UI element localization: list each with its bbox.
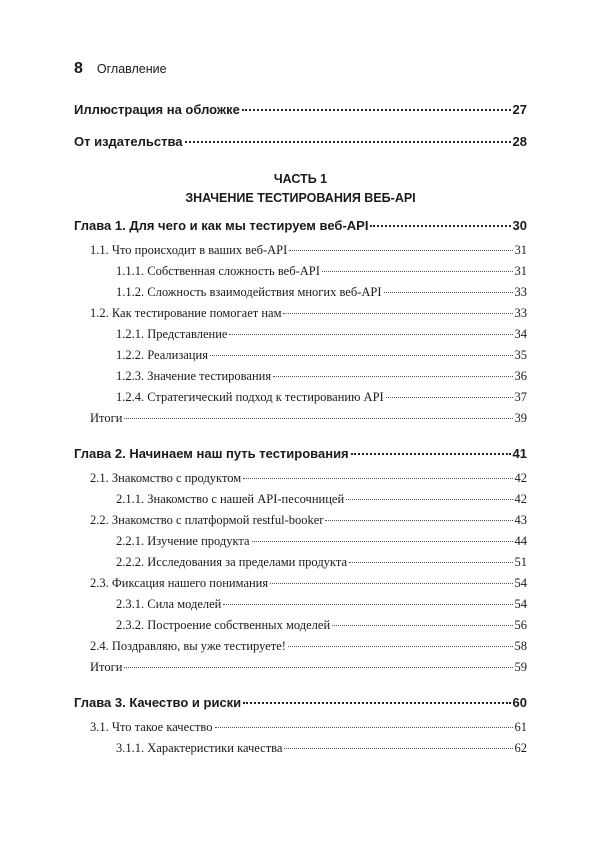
toc-section[interactable]	[90, 513, 527, 528]
toc-section[interactable]	[90, 720, 527, 735]
dot-leader	[243, 478, 512, 479]
dot-leader	[252, 541, 513, 542]
toc-entry-cover-illustration[interactable]	[74, 102, 527, 117]
dot-leader	[210, 355, 513, 356]
dot-leader	[124, 418, 512, 419]
toc-subsection[interactable]	[116, 597, 527, 612]
dot-leader	[349, 562, 512, 563]
toc-section[interactable]	[90, 243, 527, 258]
toc-chapter-2[interactable]	[74, 446, 527, 461]
toc-entry-from-publisher[interactable]	[74, 134, 527, 149]
page-number: 8	[74, 60, 83, 77]
chapter-label: Глава 2. Начинаем наш путь тестирования	[74, 446, 349, 461]
toc-subsection[interactable]	[116, 555, 527, 570]
toc-page-number: 27	[512, 102, 527, 117]
toc-subsection[interactable]	[116, 285, 527, 300]
toc-entry-label: Иллюстрация на обложке	[74, 102, 240, 117]
dot-leader	[215, 727, 513, 728]
toc-page-number: 30	[512, 218, 527, 233]
dot-leader	[273, 376, 512, 377]
toc-subsection[interactable]	[116, 348, 527, 363]
subsection-label: 2.2.2. Исследования за пределами продукта	[116, 555, 348, 569]
subsection-label: 1.2.2. Реализация	[116, 348, 208, 362]
toc-subsection[interactable]	[116, 534, 527, 549]
toc-page-number: 37	[514, 390, 527, 404]
toc-page-number: 42	[514, 492, 527, 506]
toc-page-number: 34	[514, 327, 527, 341]
running-title: Оглавление	[96, 62, 167, 76]
section-label: 3.1. Что такое качество	[90, 720, 213, 734]
subsection-label: 1.2.1. Представление	[116, 327, 228, 341]
subsection-label: 2.3.2. Построение собственных моделей	[116, 618, 331, 632]
toc-page-number: 44	[514, 534, 527, 548]
chapter-label: Глава 1. Для чего и как мы тестируем веб-API	[74, 218, 369, 233]
part-title: ЗНАЧЕНИЕ ТЕСТИРОВАНИЯ ВЕБ-API	[185, 191, 416, 205]
dot-leader	[229, 334, 512, 335]
toc-entry-label: От издательства	[74, 134, 183, 149]
toc-subsection[interactable]	[116, 618, 527, 633]
summary-label: Итоги	[90, 411, 123, 425]
subsection-label: 1.2.4. Стратегический подход к тестированию API	[116, 390, 384, 404]
dot-leader	[289, 250, 512, 251]
dot-leader	[283, 313, 512, 314]
section-label: 2.1. Знакомство с продуктом	[90, 471, 242, 485]
toc-chapter-3[interactable]	[74, 695, 527, 710]
summary-label: Итоги	[90, 660, 123, 674]
dot-leader	[185, 141, 511, 143]
toc-page-number: 51	[514, 555, 527, 569]
toc-page-number: 39	[514, 411, 527, 425]
toc-subsection[interactable]	[116, 369, 527, 384]
dot-leader	[288, 646, 513, 647]
toc-page-number: 59	[514, 660, 527, 674]
section-label: 2.3. Фиксация нашего понимания	[90, 576, 269, 590]
toc-page-number: 43	[514, 513, 527, 527]
toc-subsection[interactable]	[116, 390, 527, 405]
toc-subsection[interactable]	[116, 492, 527, 507]
dot-leader	[242, 109, 511, 111]
toc-page-number: 54	[514, 576, 527, 590]
toc-page-number: 28	[512, 134, 527, 149]
toc-summary[interactable]	[90, 660, 527, 675]
subsection-label: 3.1.1. Характеристики качества	[116, 741, 283, 755]
chapter-label: Глава 3. Качество и риски	[74, 695, 242, 710]
section-label: 1.2. Как тестирование помогает нам	[90, 306, 282, 320]
dot-leader	[384, 292, 513, 293]
dot-leader	[243, 702, 510, 704]
subsection-label: 1.1.2. Сложность взаимодействия многих веб-API	[116, 285, 382, 299]
toc-page-number: 33	[514, 285, 527, 299]
dot-leader	[270, 583, 512, 584]
toc-section[interactable]	[90, 576, 527, 591]
toc-page-number: 31	[514, 264, 527, 278]
toc-subsection[interactable]	[116, 741, 527, 756]
toc-page-number: 54	[514, 597, 527, 611]
toc-page-number: 42	[514, 471, 527, 485]
subsection-label: 1.2.3. Значение тестирования	[116, 369, 272, 383]
section-label: 1.1. Что происходит в ваших веб-API	[90, 243, 288, 257]
toc-page-number: 35	[514, 348, 527, 362]
dot-leader	[322, 271, 513, 272]
toc-page-number: 31	[514, 243, 527, 257]
dot-leader	[370, 225, 510, 227]
dot-leader	[386, 397, 513, 398]
toc-section[interactable]	[90, 471, 527, 486]
toc-page-number: 33	[514, 306, 527, 320]
toc-chapter-1[interactable]	[74, 218, 527, 233]
dot-leader	[325, 520, 512, 521]
page-header	[74, 60, 167, 78]
toc-subsection[interactable]	[116, 264, 527, 279]
subsection-label: 2.2.1. Изучение продукта	[116, 534, 250, 548]
subsection-label: 2.3.1. Сила моделей	[116, 597, 222, 611]
toc-section[interactable]	[90, 306, 527, 321]
toc-summary[interactable]	[90, 411, 527, 426]
toc-subsection[interactable]	[116, 327, 527, 342]
toc-page-number: 61	[514, 720, 527, 734]
subsection-label: 2.1.1. Знакомство с нашей API-песочницей	[116, 492, 345, 506]
toc-section[interactable]	[90, 639, 527, 654]
toc-page-number: 62	[514, 741, 527, 755]
dot-leader	[332, 625, 512, 626]
dot-leader	[223, 604, 512, 605]
section-label: 2.2. Знакомство с платформой restful-booker	[90, 513, 324, 527]
toc-page-number: 60	[512, 695, 527, 710]
subsection-label: 1.1.1. Собственная сложность веб-API	[116, 264, 320, 278]
dot-leader	[124, 667, 512, 668]
part-number: ЧАСТЬ 1	[273, 172, 328, 186]
dot-leader	[351, 453, 511, 455]
dot-leader	[284, 748, 512, 749]
toc-page-number: 36	[514, 369, 527, 383]
toc-page-number: 58	[514, 639, 527, 653]
section-label: 2.4. Поздравляю, вы уже тестируете!	[90, 639, 286, 653]
toc-page-number: 41	[512, 446, 527, 461]
dot-leader	[346, 499, 512, 500]
toc-page-number: 56	[514, 618, 527, 632]
